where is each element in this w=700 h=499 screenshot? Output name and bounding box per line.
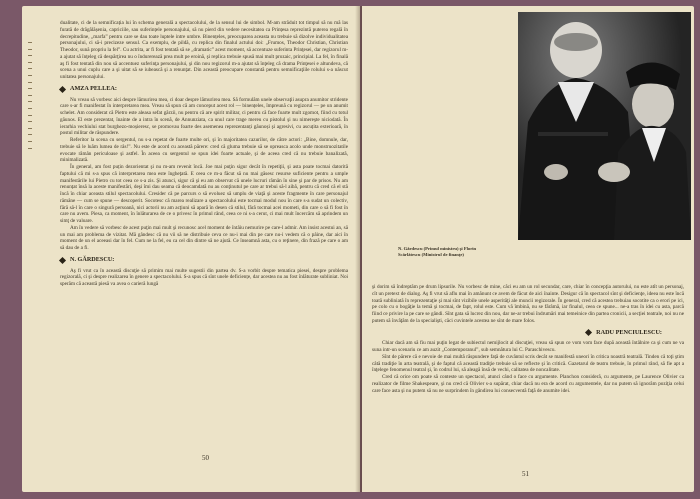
left-text-column: [60, 20, 348, 288]
left-paragraph-2: Nu vreau să vorbesc aici despre lămurirea mea, ci doar despre lămurirea mea. Să formulăm unele observaţii asupra anumitor stridente care s-ar fi manifestat în interpretarea mea. Vreau să spun că am conceput acest rol — binențeles, împreună cu regizorul — pe un anumit schelet. Am considerat că Pietro este aleasa sefat gărzii, nu pentru că are spirit militar, ci pentru că face foarte mult zgomot, fiind cu totul găunos. El este prezentat, înainte de a intra în scenă, de Annunziata, ca unul care trage mereu cu pistolul şi nu nimereşte niciodată. În ierarhia vechiului stat burghezo-moșieresc, se promovau foarte des asemenea reprezentanți găunoși şi agresivi, cu ascuțita exterioară, în postul militar de răspundere.: [60, 96, 348, 137]
right-paragraph-1: şi dorim să îndreptăm pe drum lipsurile. Nu vorbesc de mine, căci eu am un rol secundar, care, chiar în concepţia autorului, nu este atît un personaj, cît un pretext de dialog. Aş fi vrut să aflu mai în amănunt ce avem de făcut de aici înainte. Desigur că în spectacol sînt şi deficienţe, ideea nu este încă toată subliniată în reprezentaţie şi mai sînt vizibile unele asperităţi ale muncii regizorale. În general, cred că acestea trebuiau socotite ca o erori pe ici, pe colo cu o bogăţie la temă şi tocmai, de fapt, rolul este. Cum vă îmbină, nu se fărâmă, iar finalul, ceea ce spune... ne-a tras în idei cu asta, parcă fiind ce privire la pe care se gândi. Sînt gata să lucrez din nou, dar ne-ar trebui îndrumări mai temeinice din partea cronicii, a secţiei teatrale, noi nu ne putem să învăţăm de la specialişti, căci cuvintele acestea ne sînt de mare folos.: [372, 284, 684, 324]
section-heading-label: N. GĂRDESCU:: [70, 255, 115, 263]
right-page: [362, 6, 694, 492]
section-heading-amza-pellea: [60, 86, 348, 93]
diamond-bullet-icon: [59, 86, 66, 93]
photo-caption: N. Gârdescu (Primul ministru) şi Florin Scărlătescu (Ministrul de finanţe): [398, 246, 477, 257]
left-page: [22, 6, 360, 492]
margin-marks: [28, 42, 32, 154]
section-heading-label: AMZA PELLEA:: [70, 84, 117, 92]
section-heading-label: RADU PENCIULESCU:: [596, 328, 662, 336]
section-heading-n-gardescu: [60, 257, 348, 264]
diamond-bullet-icon: [585, 329, 592, 336]
right-paragraph-2: Chiar dacă am să fiu mai puţin legat de subiectul nemijlocit al discuţiei, vreau să spun ce vom vom face după această întâlnire ca şi cum ne va suna intr-un scenariu ce am auzit „Contemporanul”, sub semnătura lui C. Paraschivescu.: [372, 340, 684, 353]
left-paragraph-4: În general, am fost puțin dezorientat şi nu m-am revenit încă. Joe mai puţin sigur decât în repetiţii, şi asta poate tocmai datorită faptului că mi s-a spus că interpretarea mea este îngheţată. E ceea ce m-a făcut să nu mai găsesc resurse suficiente pentru a umple manifestările lui Pietro cu tot ceea ce s-a zis. Şi atunci, sigur că şi eu am observat că unele lucruri rămân în sine şi par de prisos. Nu am renunțat însă la aceste manifestări, deşi îmi dau seama că deocamdată nu au conţinutul pe care ar trebui să-l aibă, pentru că cred că el stă încă în chiar aceasta stilul spectacolului. Cresider că pe parcurs o să evoluez să umplu de viaţă şi aceste fragmente în care personajul rămâne — cum se spune — descoperit. Socotesc că marea realizare a spectacolului este tocmai modul nou în care s-a sudat un colectiv, fără să-l în care o singură persoană, nici actorii nu am acţiuni să apară în desen că stilul, fără tocmai acei mometi, din care o să fi fost în care nu avem. Piesa, ca moment, în înlăturarea de ce o privesc în primul rând, ceea ce ni s-a cerut, ci mai mult încercăm să aprindem un simţ de valoare.: [60, 164, 348, 224]
diamond-bullet-icon: [59, 257, 66, 264]
right-paragraph-3: Sînt de părere că e nevoie de mai multă răspundere față de cuvântul scris decât se manifestă uneori în critica noastră teatrală. Tinden că toţi ştim câtă tradiţie în arta teatrală, şi de faptul că această tradiţie trebuie să se reflecte şi în critică. Gazetarul de teatru trebuie, în primul rând, să fie apt a înţelege fenomenul teatral şi, în codrul lui, să aleagă însă de vechi, calitatea de noncalitate.: [372, 353, 684, 374]
right-paragraph-4: Cred că orice om poate să conteste un spectacol, atunci când o face cu argumente. Planchon consideră, cu argumente, pe Laurence Olivier ca realizator de filme Shakespeare, şi nu cred că Olivier s-a supărat, chiar dacă nu era de acord cu argumentele, dar nu putem să ignorăm poziţia celui care face asta şi nu putem să nu ne surprindem în gândirea lui consecventă faţă de anumite idei.: [372, 374, 684, 394]
left-paragraph-1: dualitate, ci de la semnificația lui în schema generală a spectacolului, de la sensul lui de simbol. M-am străduit tot timpul să nu mă las furată de drăgălășenia, capriciile, sau suferințele personajului, să nu pierd din vedere necesitatea ca Prințesa reprezintă puterea regală în decrepitudine, „marfa” pentru care se dau toate luptele intre umbre. Binențeles, preocuparea aceasta nu trebuie să dizolve individualitatea personajului, ci să-i precizeze sensul. Ca exemplu, de pildă, cu replica din finalul actului doi: „Frumos, Theodor Christian, Christian Theodor, sună propriu la fel”. Cu actrita, ar fi fost tentată să se „dramatic” acest moment, să accentuze suferinta Prinţesei, dar regizorul m-a ajutat să înţeleg că despărţirea nu o îndurerează prea mult pe eroină, şi replica trebuie spusă mai mult prozaic, principial. La fel, în finală aş fi fost tentată din nou să accentuez suferinţa personajului, şi din nou regizorul m-a ajutat să înţeleg că drama Prinţesei e altundeva, că scena a unui cuplu care a şi uitat să se iubească şi a renunţat. Din această preocupare constantă pentru semnificaţiile rolului s-a născut unitatea personajului.: [60, 20, 348, 80]
left-paragraph-3: Referitor la scena cu sergentul, nu s-a repetat de foarte multe ori, şi în majoritatea cazurilor, de către actori: „Bine, domnule, dar, trebuie să le luăm lumea de râs!”. Nu este de acord cu această părere: cred că gluma trebuie să se opreasca acolo unde monstruozitatile evocate rămân periculoase şi astfel. În aceea cu sergentul se spun idei foarte actuale, şi de aceea cred că nu trebuie banalizată, minimalizată.: [60, 137, 348, 164]
right-text-column: [372, 284, 684, 394]
section-heading-radu-penciulescu: [372, 330, 662, 337]
theatre-photo: [518, 12, 691, 240]
page-number-right: 51: [522, 470, 529, 478]
left-paragraph-5: Am în vedere să vorbesc de acest puţin mai mult şi recunosc acel moment de întâiu nemurire pe care-l admir. Am insist acestui an, să un mai am problema de vizitat. Mă gândesc că nu vii să ne distribuie ceva ce nu-i mai din pe care nu-i vedem că o pâine, dar aici în moment de un el aceeasi dar în fel. Cum ne la fel, eu ca cel din dintre să ne ajută. Ce înseamnă asta, cu o reţinere, din frază pe care o am să dau de a fi.: [60, 224, 348, 251]
page-number-left: 50: [202, 454, 209, 462]
left-paragraph-6: Aş fi vrut ca în această discuţie să primim mai multe sugestii din partea dv. S-a vorbit despre tematica piesei, despre problema regizorală, ci şi despre realizarea în genere a spectacolului. S-a spus că sînt unele deficiențe, dar acestea nu au fost înlăturate subliniat. Noi sperăm că această piesă va avea o carieră lungă: [60, 267, 348, 287]
actors-photo-illustration: [518, 12, 691, 240]
